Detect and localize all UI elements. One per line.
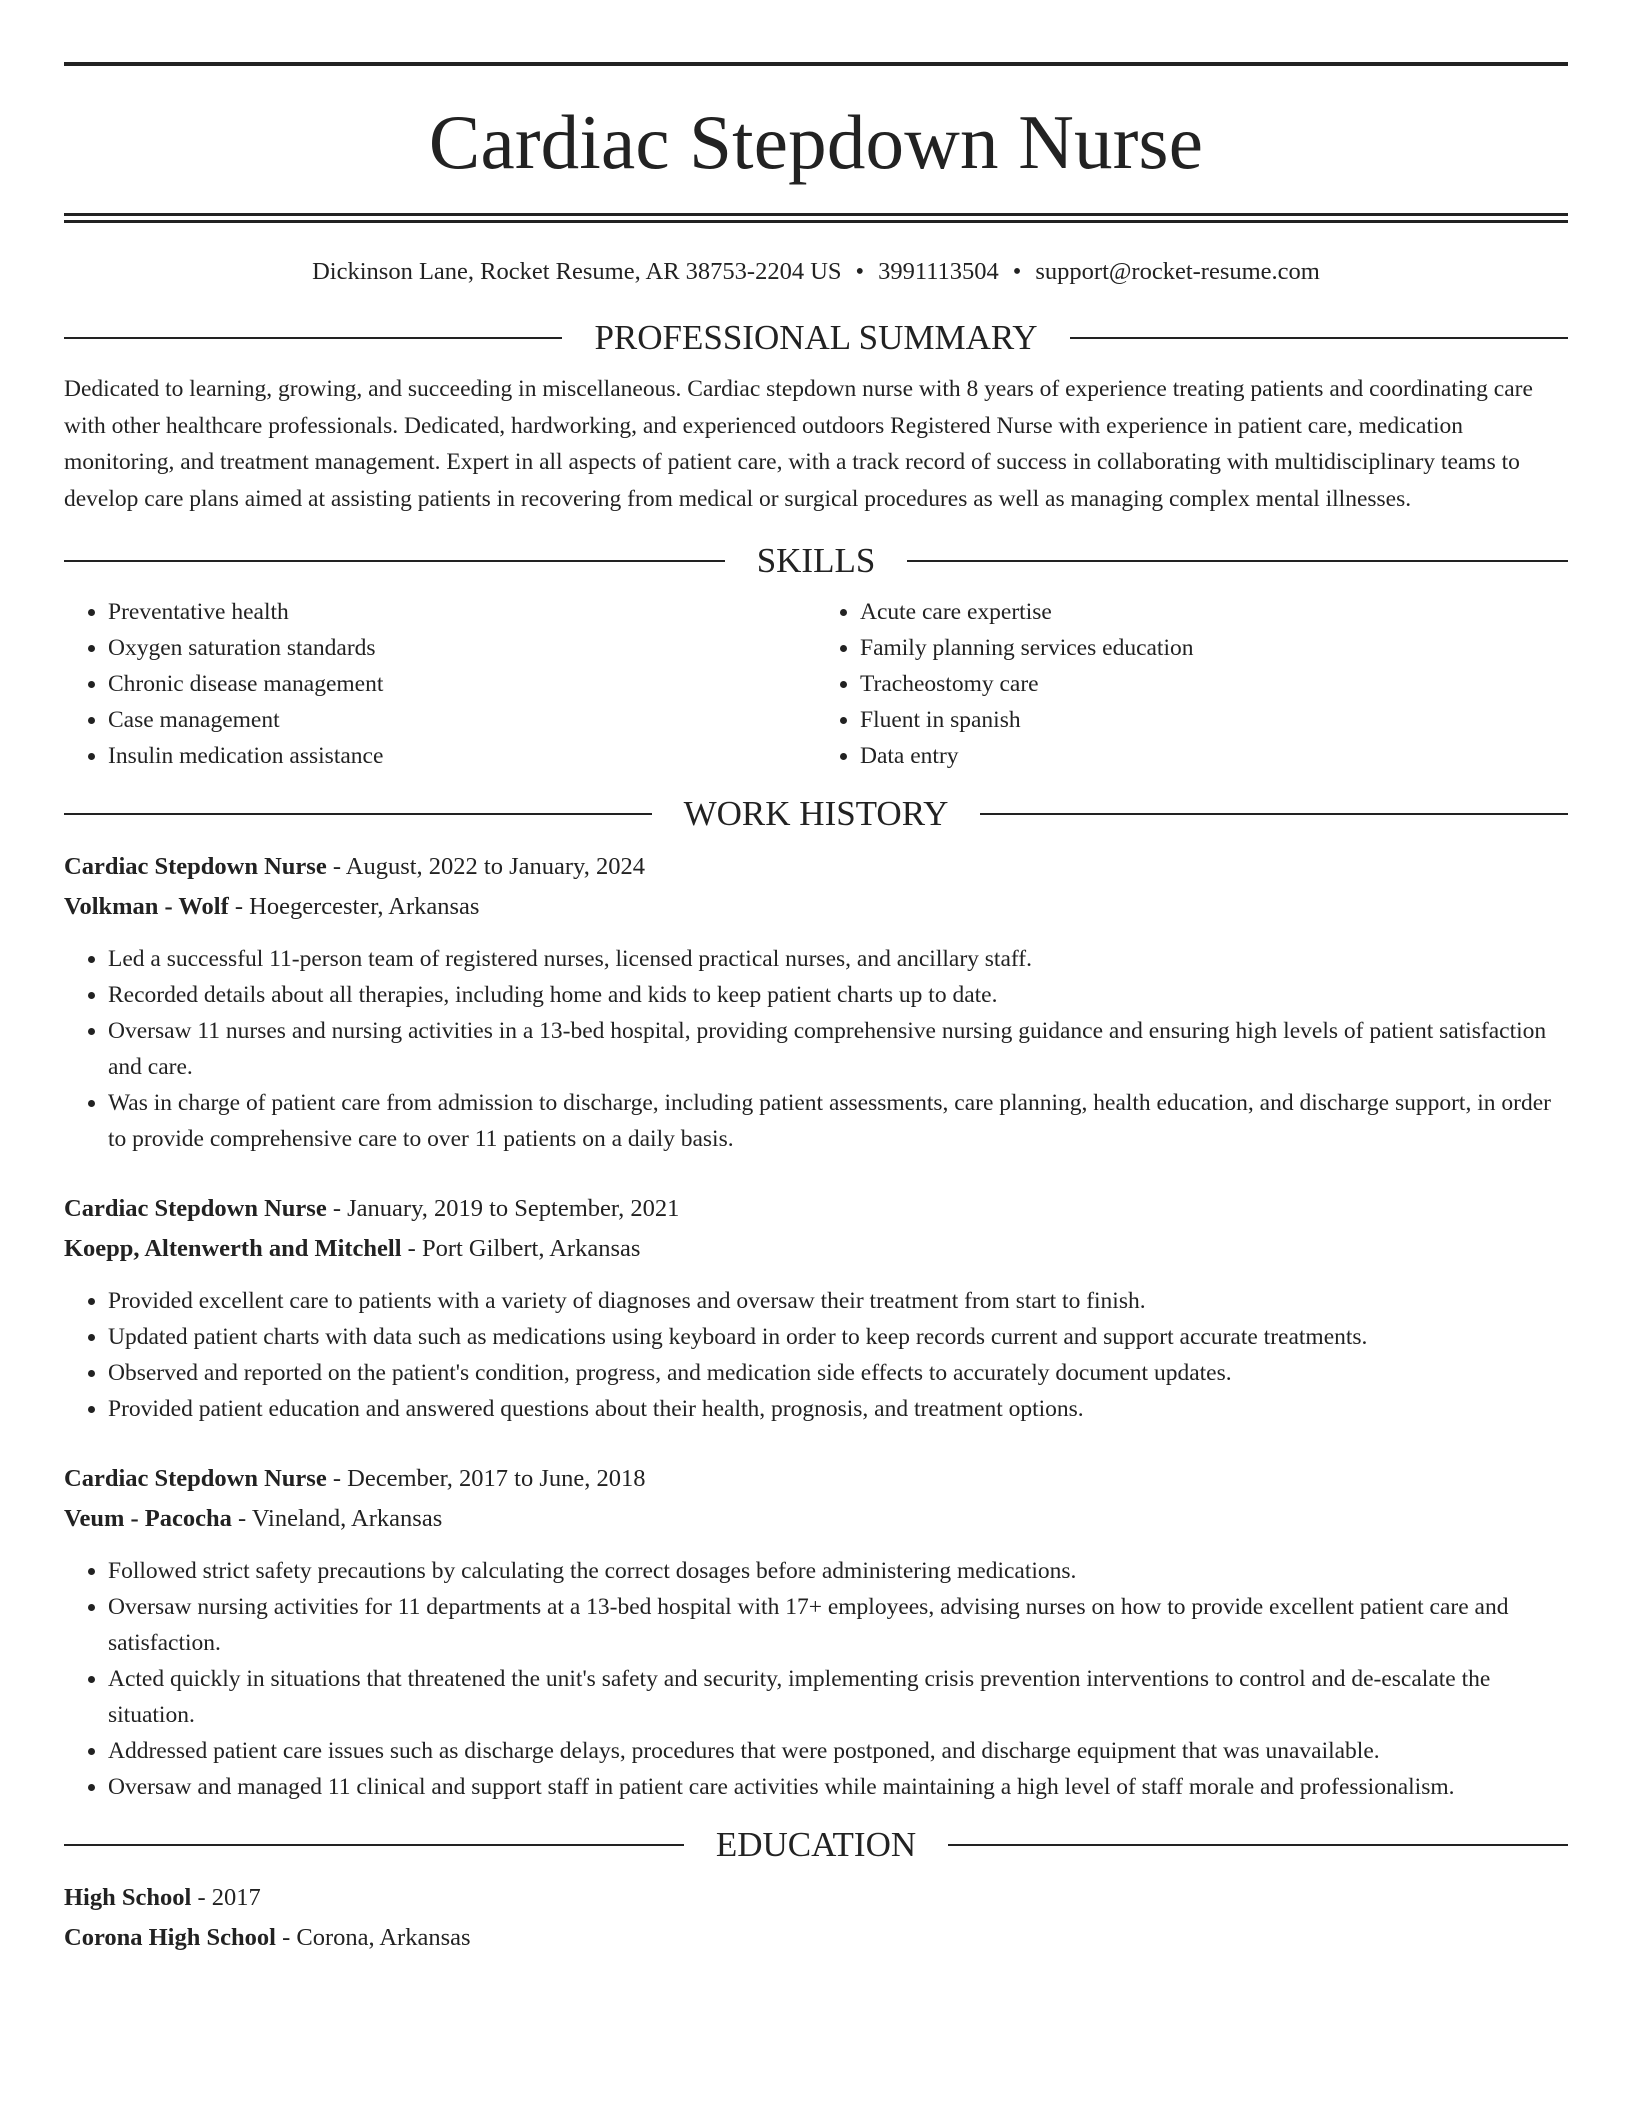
heading-rule-right	[948, 1844, 1568, 1846]
heading-rule-left	[64, 560, 725, 562]
job-employer-line	[64, 1229, 1568, 1269]
job-bullet: • Followed strict safety precautions by calculating the correct dosages before administering medications.	[108, 1553, 1568, 1589]
education-entry	[64, 1878, 1568, 1958]
job-bullets	[64, 1553, 1568, 1805]
education-location: - Corona, Arkansas	[275, 1924, 471, 1952]
education-heading	[64, 1825, 1568, 1865]
title-double-rule	[64, 213, 1568, 223]
job-title: Cardiac Stepdown Nurse	[64, 1195, 327, 1223]
work-heading-label: WORK HISTORY	[683, 794, 949, 834]
job-bullet: • Provided excellent care to patients with a variety of diagnoses and oversaw their treatment from start to finish.	[108, 1283, 1568, 1319]
education-degree-line	[64, 1878, 1568, 1918]
job-bullet: • Oversaw 11 nurses and nursing activities in a 13-bed hospital, providing comprehensive nursing guidance and ensuring high levels of patient satisfaction and care.	[108, 1013, 1568, 1085]
job-title: Cardiac Stepdown Nurse	[64, 1465, 327, 1493]
job-bullets	[64, 941, 1568, 1157]
job-bullet: • Provided patient education and answered questions about their health, prognosis, and treatment options.	[108, 1391, 1568, 1427]
heading-rule-right	[980, 813, 1568, 815]
job-location: - Hoegercester, Arkansas	[228, 893, 480, 921]
skill-item: • Acute care expertise	[860, 594, 1568, 630]
job-employer: Koepp, Altenwerth and Mitchell	[64, 1235, 402, 1263]
job-employer: Veum - Pacocha	[64, 1505, 232, 1533]
contact-address: Dickinson Lane, Rocket Resume, AR 38753-2204 US	[312, 258, 842, 285]
skill-item: • Family planning services education	[860, 630, 1568, 666]
education-degree: High School	[64, 1884, 192, 1912]
job-location: - Vineland, Arkansas	[231, 1505, 443, 1533]
skills-heading	[64, 541, 1568, 581]
skill-item: • Data entry	[860, 738, 1568, 774]
job-bullet: • Was in charge of patient care from admission to discharge, including patient assessments, care planning, health education, and discharge support, in order to provide comprehensive care to over 11 patients on a daily basis.	[108, 1085, 1568, 1157]
job-bullet: • Acted quickly in situations that threatened the unit's safety and security, implementing crisis prevention interventions to control and de-escalate the situation.	[108, 1661, 1568, 1733]
resume-name: Cardiac Stepdown Nurse	[428, 99, 1204, 185]
summary-text: Dedicated to learning, growing, and succeeding in miscellaneous. Cardiac stepdown nurse with 8 years of experience treating patients and coordinating care with other healthcare professionals. Dedicated, hardworking, and experienced outdoors Registered Nurse with experience in patient care, medication monitoring, and treatment management. Expert in all aspects of patient care, with a track record of success in collaborating with multidisciplinary teams to develop care plans aimed at assisting patients in recovering from medical or surgical procedures as well as managing complex mental illnesses.	[64, 376, 1533, 512]
skills-heading-label: SKILLS	[756, 541, 876, 581]
skill-item: • Case management	[108, 702, 816, 738]
job-bullet: • Oversaw nursing activities for 11 departments at a 13-bed hospital with 17+ employees, advising nurses on how to provide excellent patient care and satisfaction.	[108, 1589, 1568, 1661]
contact-separator: •	[855, 258, 865, 285]
job-title: Cardiac Stepdown Nurse	[64, 853, 327, 881]
skill-item: • Preventative health	[108, 594, 816, 630]
job-bullets	[64, 1283, 1568, 1427]
skill-item: • Oxygen saturation standards	[108, 630, 816, 666]
skill-item: • Chronic disease management	[108, 666, 816, 702]
job-employer-line	[64, 887, 1568, 927]
education-school: Corona High School	[64, 1924, 276, 1952]
education-school-line	[64, 1918, 1568, 1958]
job-bullet: • Oversaw and managed 11 clinical and support staff in patient care activities while maintaining a high level of staff morale and professionalism.	[108, 1769, 1568, 1805]
skill-item: • Insulin medication assistance	[108, 738, 816, 774]
job-entry	[64, 847, 1568, 1157]
job-title-line	[64, 847, 1568, 887]
skill-item: • Tracheostomy care	[860, 666, 1568, 702]
skills-column-left	[64, 594, 816, 774]
education-heading-label: EDUCATION	[715, 1825, 917, 1865]
heading-rule-left	[64, 337, 562, 339]
job-entry	[64, 1459, 1568, 1805]
job-title-line	[64, 1459, 1568, 1499]
top-rule	[64, 62, 1568, 66]
skills-list	[64, 594, 1568, 774]
job-bullet: • Addressed patient care issues such as discharge delays, procedures that were postponed, and discharge equipment that was unavailable.	[108, 1733, 1568, 1769]
contact-line	[64, 257, 1568, 286]
heading-rule-right	[907, 560, 1568, 562]
job-location: - Port Gilbert, Arkansas	[401, 1235, 641, 1263]
job-bullet: • Updated patient charts with data such as medications using keyboard in order to keep records current and support accurate treatments.	[108, 1319, 1568, 1355]
job-entry	[64, 1189, 1568, 1427]
summary-heading-label: PROFESSIONAL SUMMARY	[594, 318, 1038, 358]
job-employer-line	[64, 1499, 1568, 1539]
job-bullet: • Recorded details about all therapies, including home and kids to keep patient charts up to date.	[108, 977, 1568, 1013]
job-bullet: • Led a successful 11-person team of registered nurses, licensed practical nurses, and ancillary staff.	[108, 941, 1568, 977]
job-title-line	[64, 1189, 1568, 1229]
skills-column-right	[816, 594, 1568, 774]
job-bullet: • Observed and reported on the patient's condition, progress, and medication side effects to accurately document updates.	[108, 1355, 1568, 1391]
contact-separator: •	[1012, 258, 1022, 285]
summary-heading	[64, 318, 1568, 358]
job-dates: - December, 2017 to June, 2018	[326, 1465, 646, 1493]
skill-item: • Fluent in spanish	[860, 702, 1568, 738]
contact-phone: 3991113504	[878, 258, 999, 285]
contact-email: support@rocket-resume.com	[1035, 258, 1320, 285]
work-heading	[64, 794, 1568, 834]
job-dates: - January, 2019 to September, 2021	[326, 1195, 680, 1223]
education-year: - 2017	[191, 1884, 261, 1912]
heading-rule-right	[1070, 337, 1568, 339]
heading-rule-left	[64, 1844, 684, 1846]
job-dates: - August, 2022 to January, 2024	[326, 853, 645, 881]
job-employer: Volkman - Wolf	[64, 893, 229, 921]
heading-rule-left	[64, 813, 652, 815]
